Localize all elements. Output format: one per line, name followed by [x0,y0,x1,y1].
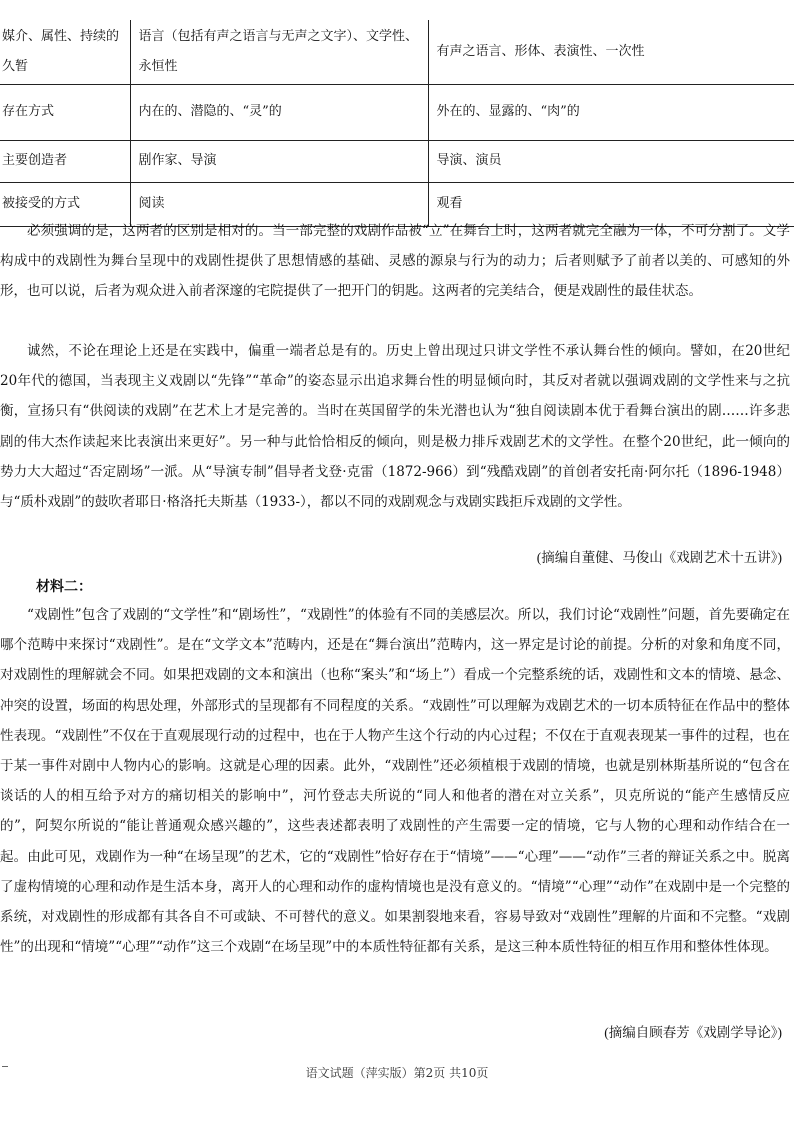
page-footer: 语文试题（萍实版）第2页 共10页 [305,1066,489,1080]
table-row [0,84,794,140]
literature-cell: 语言（包括有声之语言与无声之文字）、文学性、永恒性 [130,20,428,84]
stage-cell: 观看 [428,182,794,226]
row-label: 存在方式 [0,84,130,140]
table-row [0,20,794,84]
literature-cell: 剧作家、导演 [130,140,428,182]
literature-cell: 内在的、潜隐的、“灵”的 [130,84,428,140]
material2-source: (摘编自顾春芳《戏剧学导论》) [604,1025,782,1040]
row-label: 被接受的方式 [0,182,130,226]
stage-cell: 导演、演员 [428,140,794,182]
stage-cell: 外在的、显露的、“肉”的 [428,84,794,140]
material2-paragraph: “戏剧性”包含了戏剧的“文学性”和“剧场性”，“戏剧性”的体验有不同的美感层次。所以，我们讨论“戏剧性”问题，首先要确定在哪个范畴中来探讨“戏剧性”。是在“文学文本”范畴内，还是在“舞台演出”范畴内，这一界定是讨论的前提。分析的对象和角度不同，对戏剧性的理解就会不同。如果把戏剧的文本和演出（也称“案头”和“场上”）看成一个完整系统的话，戏剧性和文本的情境、悬念、冲突的设置，场面的构思处理，外部形式的呈现都有不同程度的关系。“戏剧性”可以理解为戏剧艺术的一切本质特征在作品中的整体性表现。“戏剧性”不仅在于直观展现行动的过程中，也在于人物产生这个行动的内心过程；不仅在于直观表现某一事件的过程，也在于某一事件对剧中人物内心的影响。这就是心理的因素。此外，“戏剧性”还必须植根于戏剧的情境，也就是别林斯基所说的“包含在谈话的人的相互给予对方的痛切相关的影响中”，河竹登志夫所说的“同人和他者的潜在对立关系”，贝克所说的“能产生感情反应的”，阿契尔所说的“能让普通观众感兴趣的”，这些表述都表明了戏剧性的产生需要一定的情境，它与人物的心理和动作结合在一起。由此可见，戏剧作为一种“在场呈现”的艺术，它的“戏剧性”恰好存在于“情境”——“心理”——“动作”三者的辩证关系之中。脱离了虚构情境的心理和动作是生活本身，离开人的心理和动作的虚构情境也是没有意义的。“情境”“心理”“动作”在戏剧中是一个完整的系统，对戏剧性的形成都有其各自不可或缺、不可替代的意义。如果割裂地来看，容易导致对“戏剧性”理解的片面和不完整。“戏剧性”的出现和“情境”“心理”“动作”这三个戏剧“在场呈现”中的本质性特征都有关系，是这三种本质性特征的相互作用和整体性体现。 [0,607,790,956]
material1-paragraph2: 诚然，不论在理论上还是在实践中，偏重一端者总是有的。历史上曾出现过只讲文学性不承认舞台性的倾向。譬如，在20世纪20年代的德国，当表现主义戏剧以“先锋”“革命”的姿态显示出追求舞台性的明显倾向时，其反对者就以强调戏剧的文学性来与之抗衡，宣扬只有“供阅读的戏剧”在艺术上才是完善的。当时在英国留学的朱光潜也认为“独自阅读剧本优于看舞台演出的剧……许多悲剧的伟大杰作读起来比表演出来更好”。另一种与此恰恰相反的倾向，则是极力排斥戏剧艺术的文学性。在整个20世纪，此一倾向的势力大大超过“否定剧场”一派。从“导演专制”倡导者戈登·克雷（1872-966）到“残酷戏剧”的首创者安托南·阿尔托（1896-1948）与“质朴戏剧”的鼓吹者耶日·格洛托夫斯基（1933-），都以不同的戏剧观念与戏剧实践拒斥戏剧的文学性。 [0,343,790,511]
table-row [0,140,794,182]
material1-source: (摘编自董健、马俊山《戏剧艺术十五讲》) [536,550,782,565]
row-label: 媒介、属性、持续的久暂 [0,20,130,84]
literature-cell: 阅读 [130,182,428,226]
row-label: 主要创造者 [0,140,130,182]
material2-heading: 材料二： [36,579,92,595]
material1-paragraph1: 必须强调的是，这两者的区别是相对的。当一部完整的戏剧作品被“立”在舞台上时，这两者就完全融为一体，不可分割了。文学构成中的戏剧性为舞台呈现中的戏剧性提供了思想情感的基础、灵感的源泉与行为的动力；后者则赋予了前者以美的、可感知的外形，也可以说，后者为观众进入前者深邃的宅院提供了一把开门的钥匙。这两者的完美结合，便是戏剧性的最佳状态。 [0,223,790,300]
comparison-table [0,20,794,227]
stage-cell: 有声之语言、形体、表演性、一次性 [428,20,794,84]
